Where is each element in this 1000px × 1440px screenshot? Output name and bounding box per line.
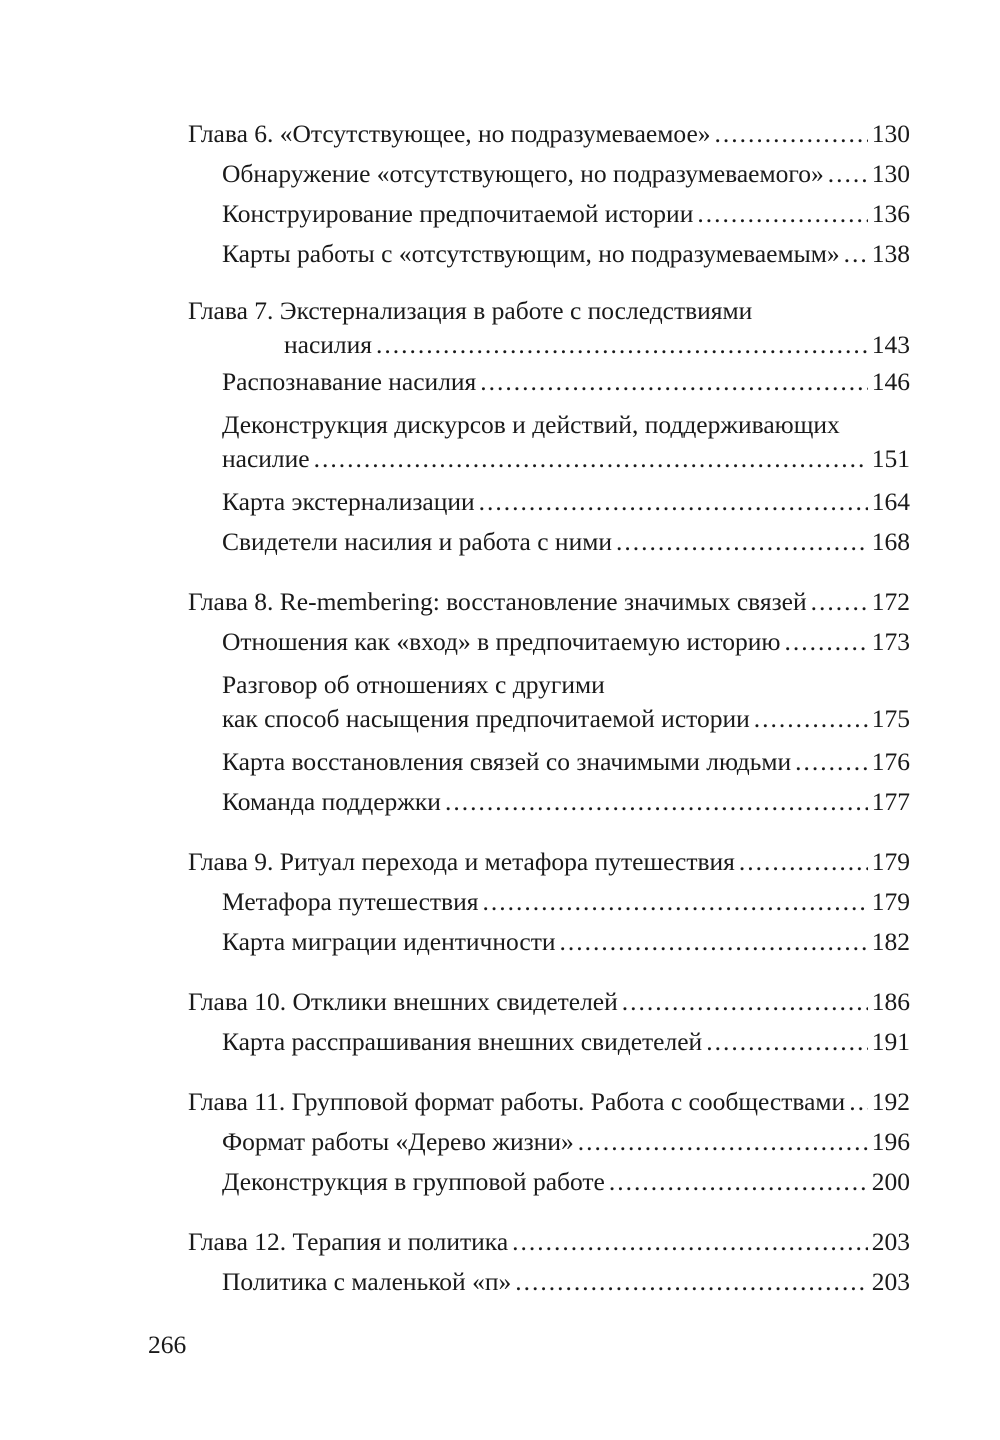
section-title: Деконструкция в групповой работе bbox=[222, 1167, 605, 1196]
section-title: Карты работы с «отсутствующим, но подразумеваемым» bbox=[222, 239, 840, 268]
page-ref: 143 bbox=[871, 330, 910, 359]
section-title: Свидетели насилия и работа с ними bbox=[222, 527, 612, 556]
page-ref: 164 bbox=[871, 487, 910, 516]
toc-entry-chapter[interactable] bbox=[188, 328, 910, 362]
dot-leader bbox=[828, 154, 868, 194]
toc-entry-section[interactable] bbox=[188, 1122, 910, 1162]
dot-leader bbox=[482, 882, 867, 922]
toc-entry-section[interactable] bbox=[188, 882, 910, 922]
table-of-contents bbox=[188, 114, 910, 1322]
page-ref: 179 bbox=[871, 887, 910, 916]
dot-leader bbox=[844, 234, 868, 274]
toc-entry-section[interactable] bbox=[188, 362, 910, 402]
toc-entry-chapter[interactable] bbox=[188, 582, 910, 622]
page-ref: 179 bbox=[871, 847, 910, 876]
dot-leader bbox=[715, 114, 868, 154]
chapter-title: Глава 11. Групповой формат работы. Работа с сообществами bbox=[188, 1087, 846, 1116]
toc-entry-section[interactable] bbox=[188, 702, 910, 736]
toc-entry-chapter[interactable] bbox=[188, 982, 910, 1022]
page-ref: 196 bbox=[871, 1127, 910, 1156]
toc-entry-section[interactable] bbox=[188, 522, 910, 562]
toc-entry-section[interactable] bbox=[188, 1262, 910, 1302]
dot-leader bbox=[314, 442, 868, 476]
section-title-line[interactable]: Деконструкция дискурсов и действий, поддерживающих bbox=[222, 410, 840, 439]
page-ref: 173 bbox=[871, 627, 910, 656]
dot-leader bbox=[795, 742, 868, 782]
toc-entry-chapter[interactable] bbox=[188, 1082, 910, 1122]
section-title: Карта экстернализации bbox=[222, 487, 475, 516]
dot-leader bbox=[376, 328, 868, 362]
dot-leader bbox=[784, 622, 867, 662]
page-ref: 138 bbox=[871, 239, 910, 268]
toc-entry-section[interactable] bbox=[188, 442, 910, 476]
chapter-title: Глава 12. Терапия и политика bbox=[188, 1227, 509, 1256]
chapter-7 bbox=[188, 294, 910, 562]
section-title: Отношения как «вход» в предпочитаемую историю bbox=[222, 627, 781, 656]
section-title: Политика с маленькой «п» bbox=[222, 1267, 512, 1296]
dot-leader bbox=[479, 482, 868, 522]
toc-entry-section[interactable] bbox=[188, 622, 910, 662]
page-ref: 177 bbox=[871, 787, 910, 816]
dot-leader bbox=[480, 362, 867, 402]
page-ref: 151 bbox=[871, 444, 910, 473]
page-ref: 146 bbox=[871, 367, 910, 396]
chapter-12 bbox=[188, 1222, 910, 1302]
page-ref: 175 bbox=[871, 704, 910, 733]
page-ref: 176 bbox=[871, 747, 910, 776]
section-title: Карта расспрашивания внешних свидетелей bbox=[222, 1027, 703, 1056]
dot-leader bbox=[578, 1122, 868, 1162]
page-ref: 200 bbox=[871, 1167, 910, 1196]
dot-leader bbox=[754, 702, 868, 736]
section-title: Команда поддержки bbox=[222, 787, 441, 816]
toc-entry-section[interactable] bbox=[188, 194, 910, 234]
section-title: Обнаружение «отсутствующего, но подразумеваемого» bbox=[222, 159, 824, 188]
toc-entry-section[interactable] bbox=[188, 154, 910, 194]
chapter-title: Глава 10. Отклики внешних свидетелей bbox=[188, 987, 618, 1016]
page-number: 266 bbox=[148, 1330, 187, 1359]
page-ref: 130 bbox=[871, 159, 910, 188]
chapter-title: Глава 8. Re-membering: восстановление значимых связей bbox=[188, 587, 807, 616]
section-title: Метафора путешествия bbox=[222, 887, 479, 916]
page-ref: 168 bbox=[871, 527, 910, 556]
chapter-8 bbox=[188, 582, 910, 822]
page-ref: 203 bbox=[871, 1267, 910, 1296]
toc-entry-section[interactable] bbox=[188, 1162, 910, 1202]
section-title-line[interactable]: Разговор об отношениях с другими bbox=[222, 670, 605, 699]
toc-entry-section[interactable] bbox=[188, 782, 910, 822]
chapter-title: Глава 6. «Отсутствующее, но подразумеваемое» bbox=[188, 119, 711, 148]
dot-leader bbox=[616, 522, 868, 562]
toc-entry-chapter[interactable] bbox=[188, 842, 910, 882]
toc-entry-section[interactable] bbox=[188, 482, 910, 522]
dot-leader bbox=[622, 982, 868, 1022]
page-ref: 192 bbox=[871, 1087, 910, 1116]
section-title: Конструирование предпочитаемой истории bbox=[222, 199, 694, 228]
dot-leader bbox=[609, 1162, 868, 1202]
chapter-10 bbox=[188, 982, 910, 1062]
section-title-continuation: как способ насыщения предпочитаемой истории bbox=[222, 704, 750, 733]
toc-entry-chapter[interactable] bbox=[188, 114, 910, 154]
page-ref: 182 bbox=[871, 927, 910, 956]
chapter-title-line[interactable]: Глава 7. Экстернализация в работе с последствиями bbox=[188, 296, 753, 325]
page-ref: 186 bbox=[871, 987, 910, 1016]
chapter-9 bbox=[188, 842, 910, 962]
toc-entry-section[interactable] bbox=[188, 922, 910, 962]
dot-leader bbox=[515, 1262, 868, 1302]
dot-leader bbox=[560, 922, 868, 962]
toc-entry-section[interactable] bbox=[188, 234, 910, 274]
section-title-continuation: насилие bbox=[222, 444, 310, 473]
section-title: Распознавание насилия bbox=[222, 367, 477, 396]
chapter-6 bbox=[188, 114, 910, 274]
dot-leader bbox=[706, 1022, 868, 1062]
toc-entry-chapter[interactable] bbox=[188, 1222, 910, 1262]
page-ref: 191 bbox=[871, 1027, 910, 1056]
toc-entry-section[interactable] bbox=[188, 1022, 910, 1062]
chapter-title-continuation: насилия bbox=[284, 330, 373, 359]
chapter-11 bbox=[188, 1082, 910, 1202]
dot-leader bbox=[811, 582, 868, 622]
dot-leader bbox=[445, 782, 868, 822]
page-ref: 130 bbox=[871, 119, 910, 148]
dot-leader bbox=[739, 842, 868, 882]
dot-leader bbox=[849, 1082, 868, 1122]
dot-leader bbox=[512, 1222, 868, 1262]
section-title: Карта восстановления связей со значимыми людьми bbox=[222, 747, 792, 776]
page-ref: 172 bbox=[871, 587, 910, 616]
chapter-title: Глава 9. Ритуал перехода и метафора путешествия bbox=[188, 847, 735, 876]
section-title: Формат работы «Дерево жизни» bbox=[222, 1127, 574, 1156]
page-ref: 136 bbox=[871, 199, 910, 228]
page-ref: 203 bbox=[871, 1227, 910, 1256]
dot-leader bbox=[697, 194, 867, 234]
section-title: Карта миграции идентичности bbox=[222, 927, 556, 956]
toc-entry-section[interactable] bbox=[188, 742, 910, 782]
